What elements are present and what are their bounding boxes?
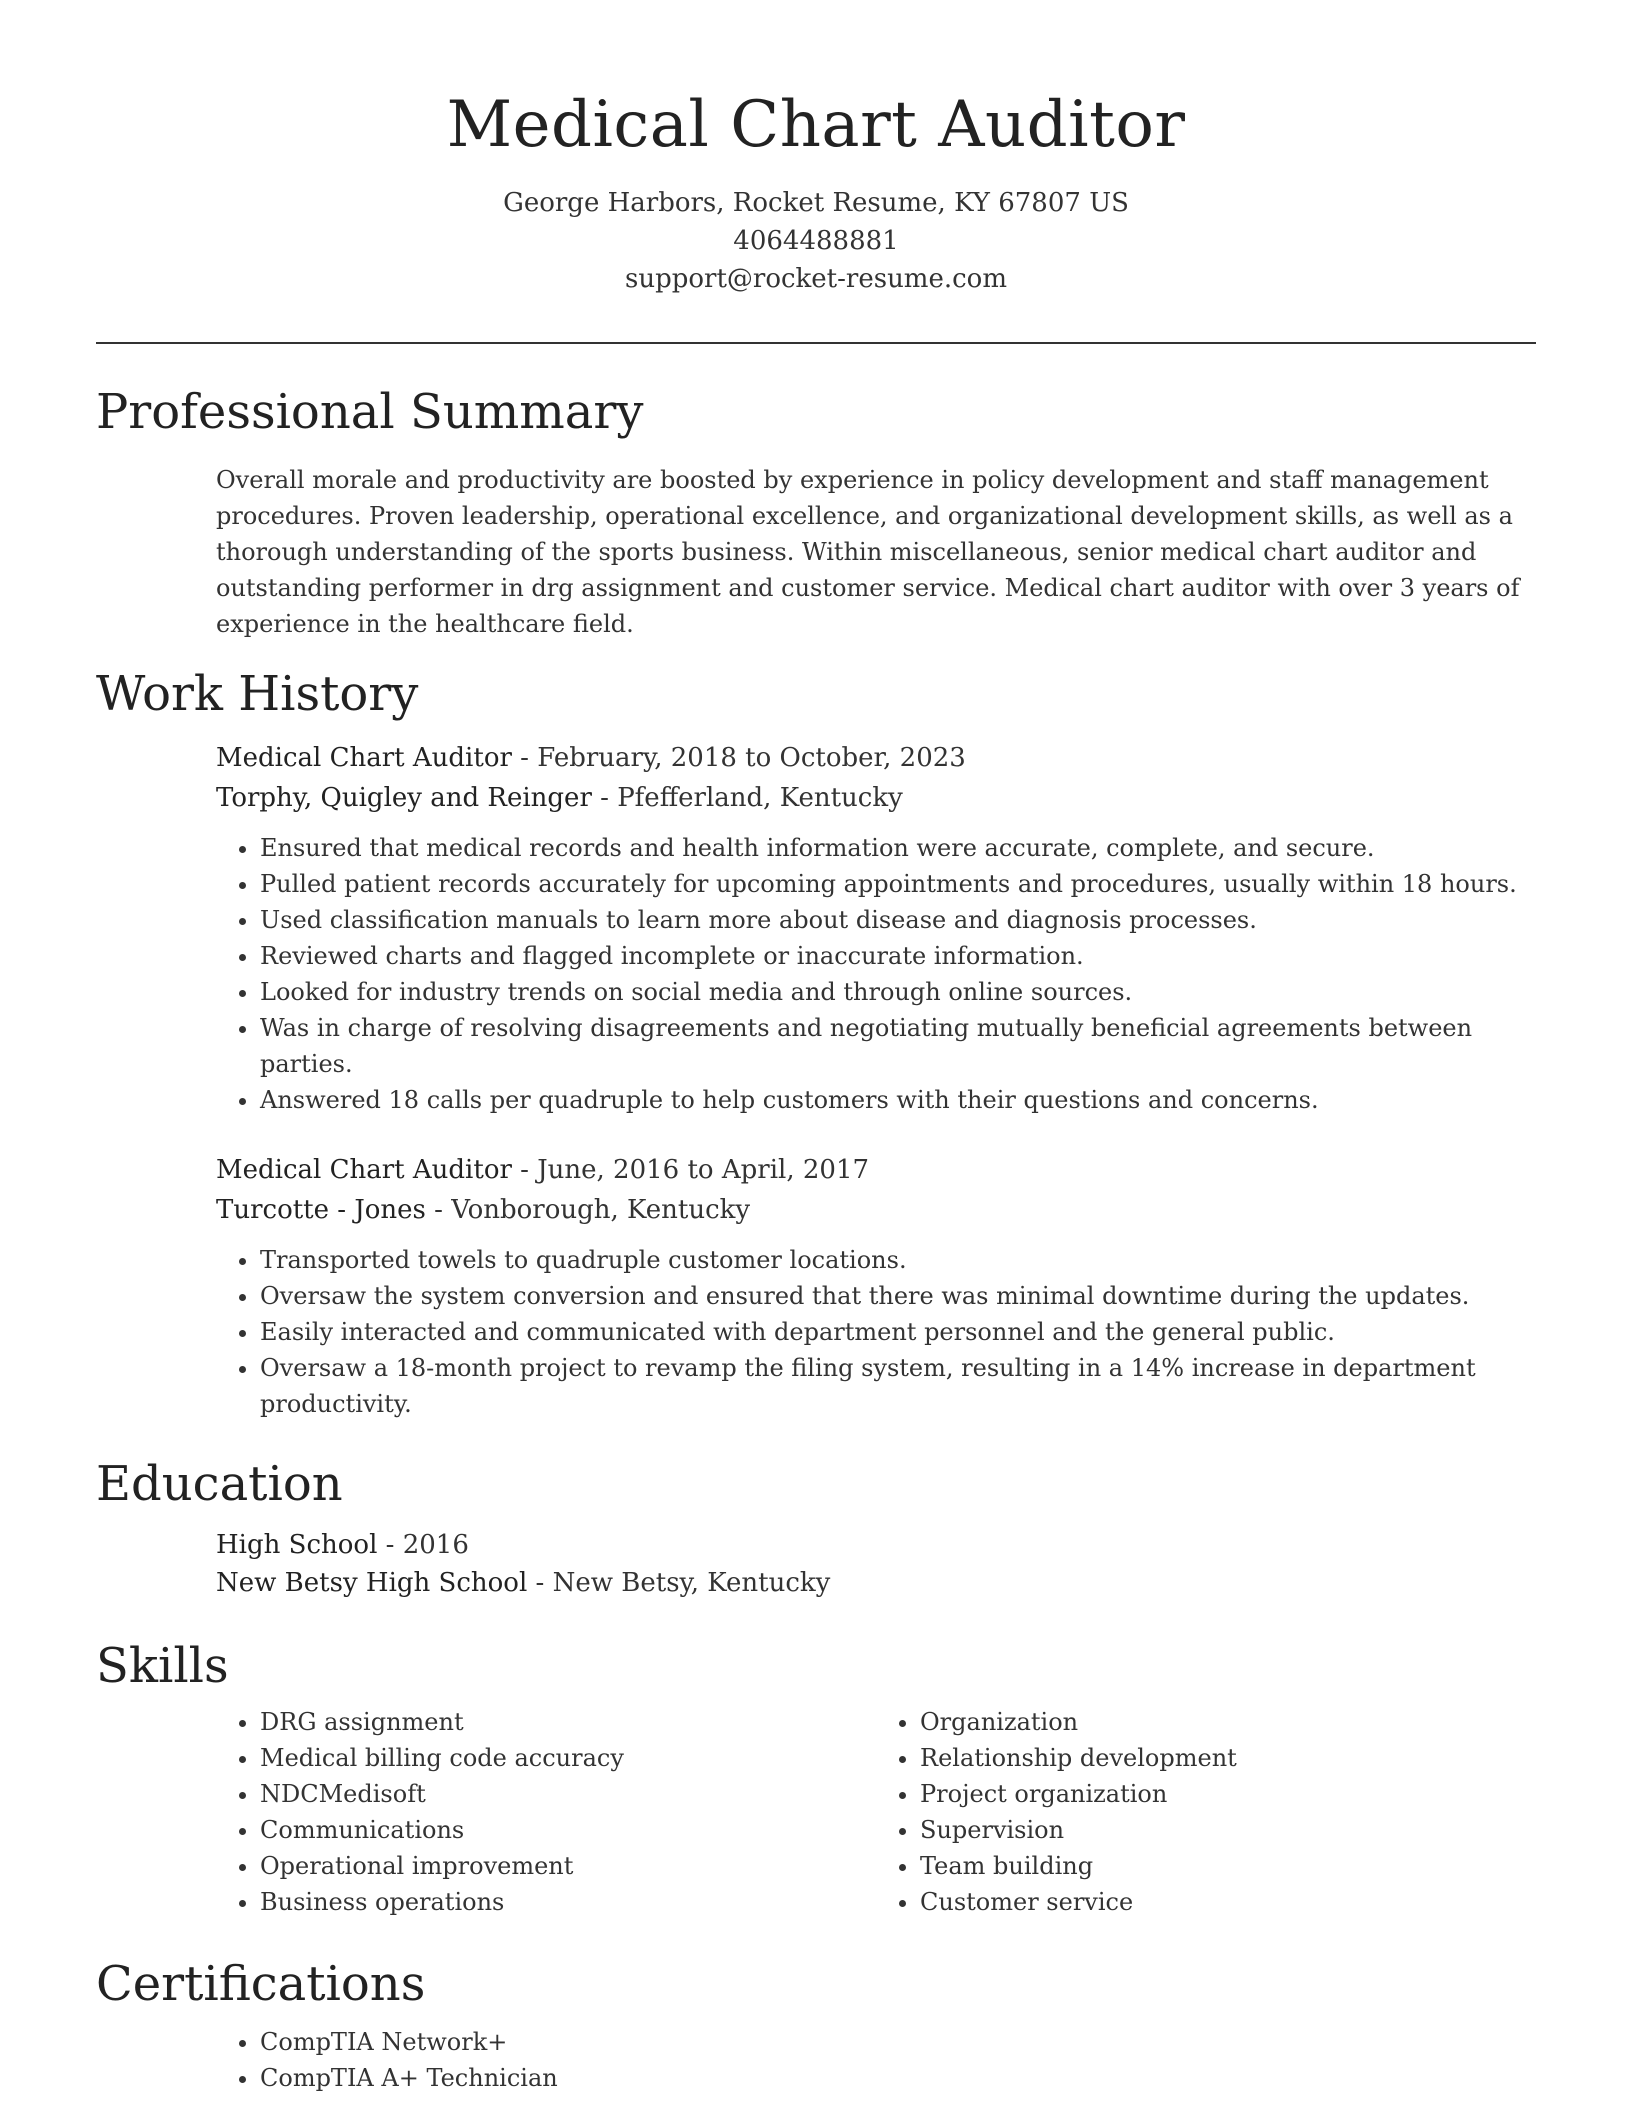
- graduation-year: - 2016: [377, 1530, 469, 1560]
- list-item: • Customer service: [920, 1884, 1536, 1920]
- job-title-line: [216, 738, 1536, 778]
- certifications-heading: Certifications: [96, 1956, 426, 2012]
- job-entry: [216, 738, 1536, 1118]
- job-title-line: [216, 1150, 1536, 1190]
- degree: High School: [216, 1530, 378, 1560]
- list-item: • Was in charge of resolving disagreements and negotiating mutually beneficial agreements between parties.: [260, 1010, 1536, 1082]
- education-heading: Education: [96, 1456, 343, 1512]
- list-item: • Transported towels to quadruple customer locations.: [260, 1242, 1536, 1278]
- list-item: • Used classification manuals to learn more about disease and diagnosis processes.: [260, 902, 1536, 938]
- phone: 4064488881: [733, 226, 899, 256]
- list-item: • Supervision: [920, 1812, 1536, 1848]
- degree-line: [216, 1526, 1536, 1564]
- list-item: • Ensured that medical records and health information were accurate, complete, and secure.: [260, 830, 1536, 866]
- job-location: - Pfefferland, Kentucky: [591, 783, 903, 813]
- skills-heading: Skills: [96, 1638, 229, 1694]
- list-item: • Looked for industry trends on social media and through online sources.: [260, 974, 1536, 1010]
- list-item: • Easily interacted and communicated with department personnel and the general public.: [260, 1314, 1536, 1350]
- list-item: • Team building: [920, 1848, 1536, 1884]
- list-item: • CompTIA A+ Technician: [260, 2060, 1536, 2096]
- list-item: • Pulled patient records accurately for upcoming appointments and procedures, usually within 18 hours.: [260, 866, 1536, 902]
- list-item: • NDCMedisoft: [260, 1776, 876, 1812]
- school-location: - New Betsy, Kentucky: [527, 1568, 831, 1598]
- certifications-list: [216, 2024, 1536, 2096]
- job-location: - Vonborough, Kentucky: [425, 1195, 751, 1225]
- job-company: Turcotte - Jones: [216, 1195, 426, 1225]
- list-item: • Answered 18 calls per quadruple to help customers with their questions and concerns.: [260, 1082, 1536, 1118]
- summary-text: Overall morale and productivity are boosted by experience in policy development and staff management procedures. Proven leadership, operational excellence, and organizational development skills, as well as a thorough understanding of the sports business. Within miscellaneous, senior medical chart auditor and outstanding performer in drg assignment and customer service. Medical chart auditor with over 3 years of experience in the healthcare field.: [216, 466, 1520, 638]
- list-item: • Operational improvement: [260, 1848, 876, 1884]
- email: support@rocket-resume.com: [624, 264, 1007, 294]
- list-item: • Communications: [260, 1812, 876, 1848]
- job-role: Medical Chart Auditor: [216, 743, 512, 773]
- list-item: • Business operations: [260, 1884, 876, 1920]
- list-item: • Oversaw the system conversion and ensured that there was minimal downtime during the updates.: [260, 1278, 1536, 1314]
- skills-columns: [216, 1704, 1536, 1920]
- list-item: • Oversaw a 18-month project to revamp the filing system, resulting in a 14% increase in department productivity.: [260, 1350, 1536, 1422]
- summary-heading: Professional Summary: [96, 384, 644, 440]
- job-duties-list: [216, 1242, 1536, 1422]
- job-duties-list: [216, 830, 1536, 1118]
- certifications-entry: [216, 2024, 1536, 2096]
- school-name: New Betsy High School: [216, 1568, 528, 1598]
- job-company: Torphy, Quigley and Reinger: [216, 783, 592, 813]
- skills-list-right: [876, 1704, 1536, 1920]
- job-role: Medical Chart Auditor: [216, 1155, 512, 1185]
- job-company-line: [216, 1190, 1536, 1230]
- job-entry: [216, 1150, 1536, 1422]
- list-item: • Relationship development: [920, 1740, 1536, 1776]
- candidate-title: Medical Chart Auditor: [446, 88, 1186, 162]
- school-line: [216, 1564, 1536, 1602]
- resume-header: [0, 0, 1632, 298]
- list-item: • Reviewed charts and flagged incomplete or inaccurate information.: [260, 938, 1536, 974]
- skills-list-left: [216, 1704, 876, 1920]
- job-company-line: [216, 778, 1536, 818]
- list-item: • DRG assignment: [260, 1704, 876, 1740]
- contact-block: [0, 184, 1632, 298]
- job-dates: - June, 2016 to April, 2017: [511, 1155, 870, 1185]
- list-item: • Organization: [920, 1704, 1536, 1740]
- work-history-heading: Work History: [96, 666, 419, 722]
- job-dates: - February, 2018 to October, 2023: [511, 743, 966, 773]
- list-item: • Project organization: [920, 1776, 1536, 1812]
- address: George Harbors, Rocket Resume, KY 67807 US: [503, 188, 1129, 218]
- education-entry: [216, 1526, 1536, 1602]
- header-divider: [96, 342, 1536, 344]
- list-item: • Medical billing code accuracy: [260, 1740, 876, 1776]
- list-item: • CompTIA Network+: [260, 2024, 1536, 2060]
